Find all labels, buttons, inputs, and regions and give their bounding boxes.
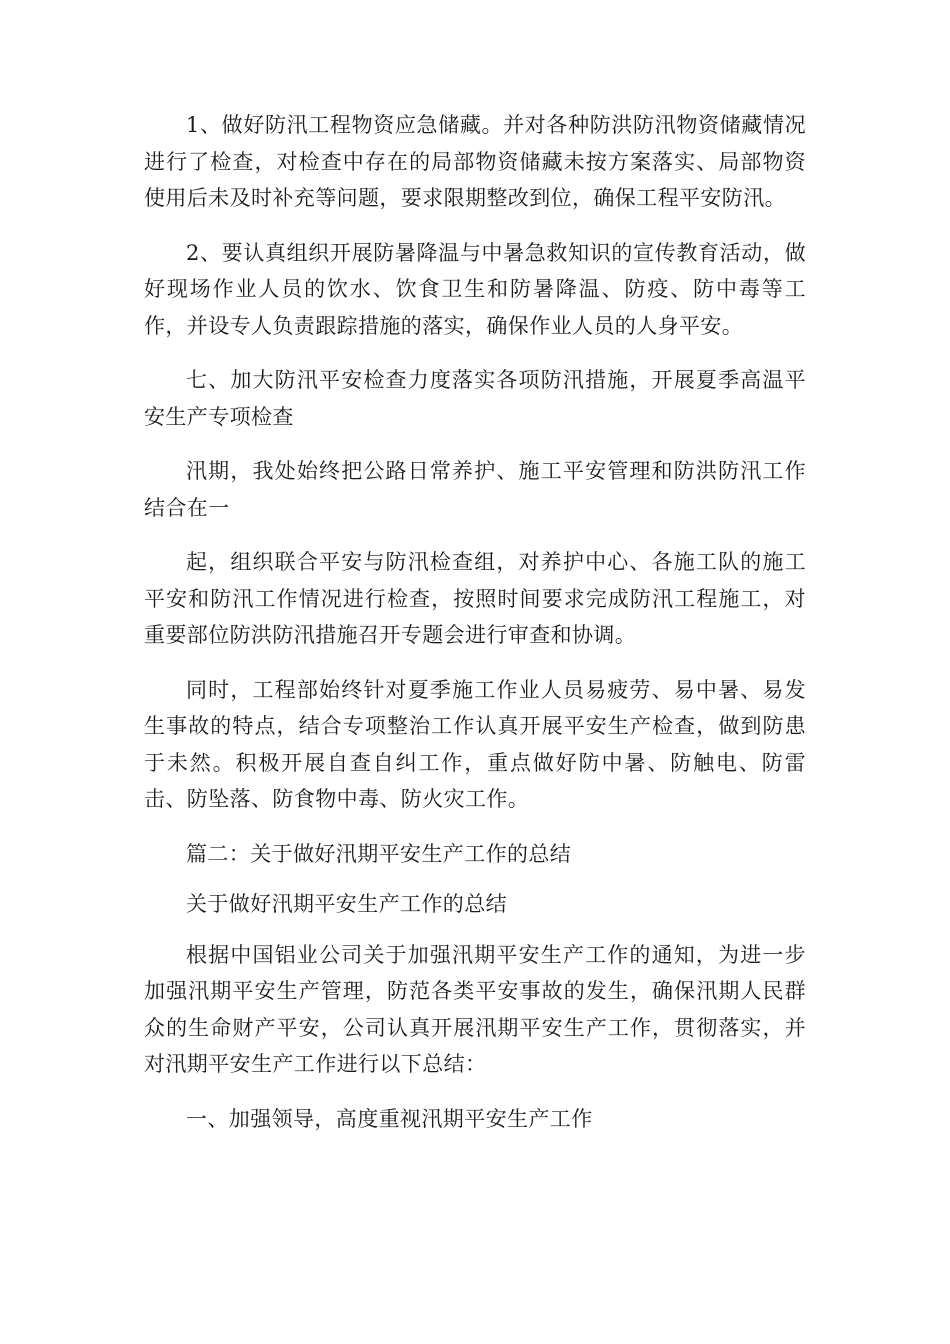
article-title: 关于做好汛期平安生产工作的总结: [186, 892, 507, 916]
article-two-heading: 篇二：关于做好汛期平安生产工作的总结: [186, 841, 572, 866]
section-heading-one: 一、加强领导，高度重视汛期平安生产工作: [186, 1106, 593, 1131]
paragraph-flood-season-start: 汛期，我处始终把公路日常养护、施工平安管理和防洪防汛工作结合在一: [144, 459, 806, 520]
paragraph-joint-inspection: 起，组织联合平安与防汛检查组，对养护中心、各施工队的施工平安和防汛工作情况进行检查，按照时间要求完成防汛工程施工，对重要部位防洪防汛措施召开专题会进行审查和协调。: [144, 550, 806, 647]
paragraph-summer-safety: 同时，工程部始终针对夏季施工作业人员易疲劳、易中暑、易发生事故的特点，结合专项整治工作认真开展平安生产检查，做到防患于未然。积极开展自查自纠工作，重点做好防中暑、防触电、防雷击、防坠落、防食物中毒、防火灾工作。: [144, 677, 806, 811]
document-body: [144, 107, 806, 1155]
section-heading-seven: 七、加大防汛平安检查力度落实各项防汛措施，开展夏季高温平安生产专项检查: [144, 368, 806, 429]
paragraph-flood-materials: 1、做好防汛工程物资应急储藏。并对各种防洪防汛物资储藏情况进行了检查，对检查中存在的局部物资储藏未按方案落实、局部物资使用后未及时补充等问题，要求限期整改到位，确保工程平安防汛。: [144, 113, 806, 210]
paragraph-introduction: 根据中国铝业公司关于加强汛期平安生产工作的通知，为进一步加强汛期平安生产管理，防范各类平安事故的发生，确保汛期人民群众的生命财产平安，公司认真开展汛期平安生产工作，贯彻落实，并对汛期平安生产工作进行以下总结：: [144, 942, 806, 1076]
paragraph-heat-prevention: 2、要认真组织开展防暑降温与中暑急救知识的宣传教育活动，做好现场作业人员的饮水、饮食卫生和防暑降温、防疫、防中毒等工作，并设专人负责跟踪措施的落实，确保作业人员的人身平安。: [144, 240, 806, 338]
